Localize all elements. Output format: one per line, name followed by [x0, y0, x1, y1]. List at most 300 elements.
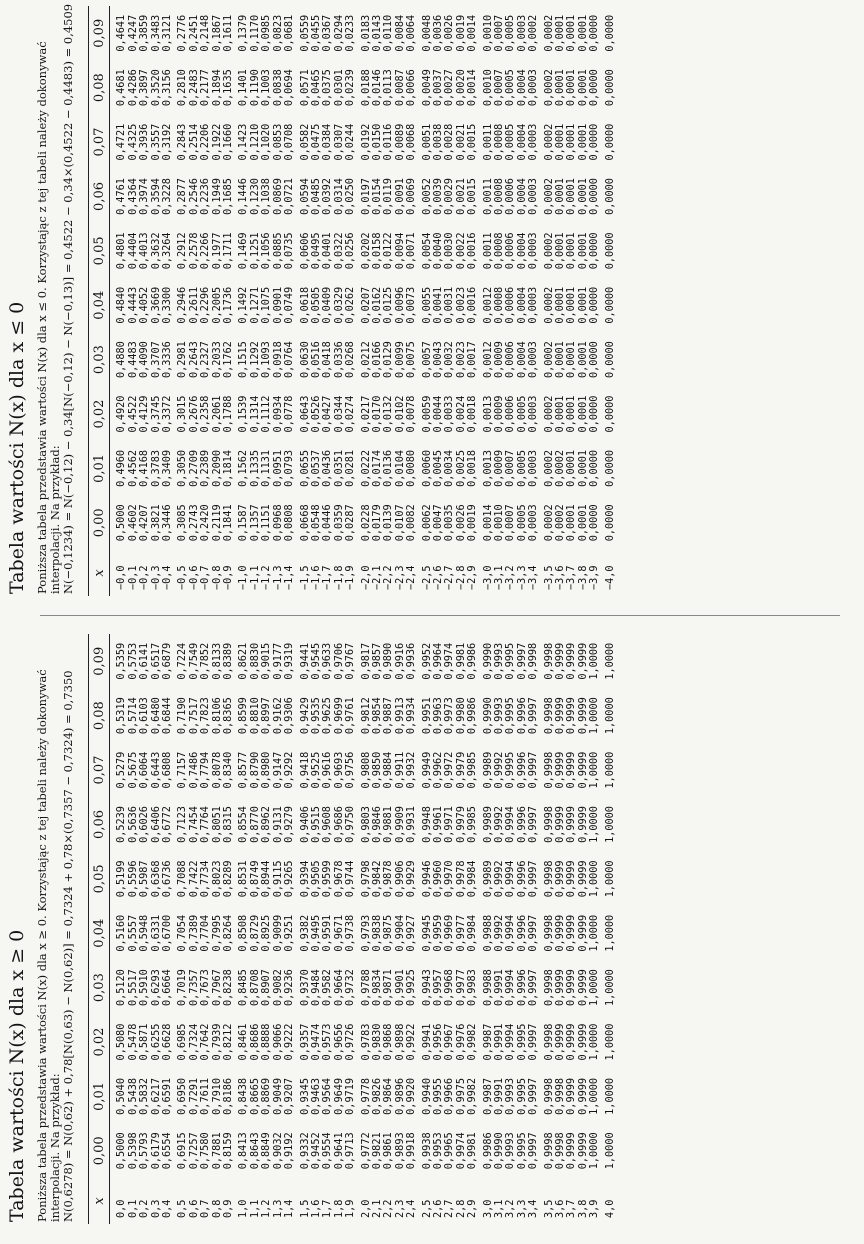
- row-x-value: −1,7: [322, 565, 334, 590]
- table-cell: 0,9996: [516, 806, 528, 843]
- table-cell: 0,9977: [455, 914, 467, 952]
- table-cell: 0,0559: [299, 14, 311, 52]
- table-cell: 0,0015: [467, 178, 479, 215]
- table-cell: 1,0000: [589, 860, 601, 898]
- table-cell: 0,9452: [310, 1132, 322, 1170]
- table-cell: 0,0606: [299, 232, 311, 270]
- table-cell: 0,9979: [455, 751, 467, 789]
- table-cell: 0,1660: [223, 123, 235, 161]
- table-cell: 0,3707: [150, 341, 162, 379]
- table-cell: 0,0006: [505, 178, 517, 215]
- table-cell: 0,0096: [394, 286, 406, 324]
- table-row: [212, 634, 223, 1224]
- table-cell: 0,6179: [150, 1132, 162, 1170]
- table-cell: 0,4207: [139, 504, 151, 542]
- page-divider: [40, 615, 840, 616]
- table-cell: 0,9616: [322, 751, 334, 789]
- table-cell: 0,0721: [284, 178, 296, 215]
- table-cell: 0,6217: [150, 1078, 162, 1115]
- table-cell: 0,9999: [566, 860, 578, 898]
- table-cell: 0,7967: [211, 969, 223, 1007]
- table-cell: 0,9997: [528, 697, 540, 735]
- table-cell: 0,0094: [394, 232, 406, 270]
- table-cell: 0,3446: [162, 504, 174, 542]
- table-row: [110, 6, 128, 596]
- table-cell: 0,0222: [360, 450, 372, 487]
- column-header: 0,02: [89, 387, 110, 441]
- table-cell: 0,0001: [566, 450, 578, 487]
- table-cell: 0,0078: [406, 395, 418, 433]
- table-cell: 0,0934: [272, 395, 284, 433]
- table-cell: 0,0075: [406, 341, 418, 379]
- table-cell: 0,8212: [223, 1023, 235, 1061]
- table-cell: 0,0082: [406, 504, 418, 542]
- table-cell: 0,7257: [188, 1132, 200, 1170]
- table-cell: 0,1762: [223, 341, 235, 379]
- table-cell: 0,0039: [432, 178, 444, 215]
- table-cell: 0,9999: [566, 969, 578, 1007]
- table-cell: 0,9981: [455, 642, 467, 680]
- table-cell: 0,0351: [333, 450, 345, 487]
- table-cell: 0,9649: [333, 1078, 345, 1115]
- table-cell: 0,5517: [127, 969, 139, 1007]
- column-header: 0,08: [89, 688, 110, 742]
- table-cell: 0,0778: [284, 395, 296, 433]
- table-cell: 0,9997: [528, 751, 540, 789]
- table-cell: 0,0018: [467, 395, 479, 433]
- table-cell: 0,9991: [494, 1078, 505, 1115]
- table-cell: 0,8944: [261, 860, 273, 898]
- table-cell: 0,9192: [284, 1132, 296, 1170]
- table-cell: 0,9881: [383, 806, 395, 843]
- table-cell: 0,9999: [555, 697, 567, 735]
- table-cell: 0,0136: [383, 450, 395, 487]
- table-cell: 0,8389: [223, 642, 235, 680]
- table-cell: 0,7704: [200, 914, 212, 952]
- table-cell: 1,0000: [589, 697, 601, 735]
- table-cell: 0,8869: [261, 1078, 273, 1115]
- table-cell: 0,8078: [211, 751, 223, 789]
- table-cell: 0,5199: [116, 860, 128, 898]
- table-cell: 0,9993: [505, 1078, 517, 1115]
- table-cell: 0,9656: [333, 1023, 345, 1061]
- table-cell: 0,0375: [322, 69, 334, 107]
- table-cell: 0,9812: [360, 697, 372, 735]
- table-cell: 0,0359: [333, 504, 345, 542]
- table-cell: 0,9909: [394, 806, 406, 843]
- table-cell: 0,0051: [421, 123, 433, 161]
- row-x-value: −3,0: [482, 565, 494, 590]
- table-cell: 0,8413: [238, 1132, 250, 1170]
- table-cell: 0,9861: [383, 1132, 395, 1170]
- table-cell: 0,9986: [467, 697, 479, 735]
- table-cell: 0,9995: [516, 1023, 528, 1061]
- table-cell: 0,0005: [505, 123, 517, 161]
- table-cell: 0,1357: [249, 504, 261, 542]
- table-row: [566, 634, 577, 1224]
- table-cell: 0,1401: [238, 69, 250, 107]
- table-cell: 0,9957: [432, 969, 444, 1007]
- table-cell: 0,9984: [467, 860, 479, 898]
- table-cell: 0,3121: [162, 14, 174, 52]
- table-cell: 0,7995: [211, 914, 223, 952]
- row-x-value: 0,6: [188, 1199, 200, 1218]
- table-cell: 0,9918: [406, 1132, 418, 1170]
- table-cell: 0,4364: [127, 178, 139, 215]
- table-cell: 0,9940: [421, 1078, 433, 1115]
- table-cell: 0,3632: [150, 232, 162, 270]
- table-cell: 0,1020: [261, 123, 273, 161]
- table-cell: 0,9608: [322, 806, 334, 843]
- table-cell: 0,0823: [272, 14, 284, 52]
- table-cell: 0,0010: [494, 504, 505, 542]
- table-cell: 0,1635: [223, 69, 235, 107]
- table-cell: 0,3336: [162, 341, 174, 379]
- table-cell: 0,9936: [406, 642, 418, 680]
- table-cell: 0,9999: [555, 1023, 567, 1061]
- row-x-value: −1,6: [310, 565, 322, 590]
- table-cell: 0,6103: [139, 697, 151, 735]
- table-cell: 0,0228: [360, 504, 372, 542]
- table-cell: 0,9838: [371, 914, 383, 952]
- table-cell: 0,0021: [455, 123, 467, 161]
- table-row: [456, 6, 467, 596]
- table-cell: 0,0951: [272, 450, 284, 487]
- table-cell: 0,0001: [566, 504, 578, 542]
- table-cell: 0,8790: [249, 751, 261, 789]
- table-cell: 0,9265: [284, 860, 296, 898]
- table-cell: 0,9803: [360, 806, 372, 843]
- table-cell: 0,6628: [162, 1023, 174, 1061]
- table-cell: 0,8508: [238, 914, 250, 952]
- table-cell: 0,0465: [310, 69, 322, 107]
- table-cell: 0,9719: [345, 1078, 357, 1115]
- table-cell: 0,0004: [516, 123, 528, 161]
- table-cell: 0,0007: [505, 504, 517, 542]
- table-cell: 0,9997: [528, 1132, 540, 1170]
- table-cell: 0,6879: [162, 642, 174, 680]
- table-cell: 0,0287: [345, 504, 357, 542]
- table-cell: 0,9999: [566, 1132, 578, 1170]
- table-cell: 0,0655: [299, 450, 311, 487]
- table-cell: 0,0132: [383, 395, 395, 433]
- table-cell: 0,9732: [345, 969, 357, 1007]
- table-cell: 0,2033: [211, 341, 223, 379]
- table-cell: 0,9997: [528, 1023, 540, 1061]
- table-cell: 0,9370: [299, 969, 311, 1007]
- table-cell: 0,9515: [310, 806, 322, 843]
- table-cell: 0,9999: [566, 697, 578, 735]
- table-cell: 0,9441: [299, 642, 311, 680]
- table-cell: 0,0007: [494, 14, 505, 52]
- row-x-value: 1,5: [299, 1199, 311, 1218]
- table-row: [578, 634, 589, 1224]
- table-cell: 0,0548: [310, 504, 322, 542]
- table-cell: 0,0026: [444, 14, 456, 52]
- table-cell: 0,9922: [406, 1023, 418, 1061]
- table-cell: 0,0002: [543, 395, 555, 433]
- table-cell: 0,0102: [394, 395, 406, 433]
- table-cell: 0,9857: [371, 642, 383, 680]
- table-cell: 0,0013: [482, 395, 494, 433]
- table-cell: 0,8686: [249, 1023, 261, 1061]
- table-cell: 0,0104: [394, 450, 406, 487]
- table-cell: 0,9968: [444, 969, 456, 1007]
- table-cell: 0,0012: [482, 341, 494, 379]
- table-cell: 0,8980: [261, 751, 273, 789]
- table-cell: 0,0202: [360, 232, 372, 270]
- table-cell: 0,6293: [150, 969, 162, 1007]
- table-cell: 0,3372: [162, 395, 174, 433]
- table-row: [467, 6, 478, 596]
- table-cell: 0,1611: [223, 14, 235, 52]
- table-cell: 0,7422: [188, 860, 200, 898]
- table-row: [151, 634, 162, 1224]
- table-cell: 0,1056: [261, 232, 273, 270]
- table-cell: 0,0516: [310, 341, 322, 379]
- table-row: [110, 634, 128, 1224]
- table-cell: 0,9418: [299, 751, 311, 789]
- row-x-value: −0,9: [223, 565, 235, 590]
- table-cell: 0,0207: [360, 286, 372, 324]
- table-row: [139, 634, 150, 1224]
- table-cell: 0,4168: [139, 450, 151, 487]
- table-cell: 0,1335: [249, 450, 261, 487]
- table-cell: 0,0630: [299, 341, 311, 379]
- table-cell: 0,0047: [432, 504, 444, 542]
- column-header: 0,02: [89, 1015, 110, 1069]
- table-cell: 0,5160: [116, 914, 128, 952]
- table-cell: 0,4801: [116, 232, 128, 270]
- table-cell: 0,9738: [345, 914, 357, 952]
- table-cell: 0,6406: [150, 806, 162, 843]
- table-cell: 0,2389: [200, 450, 212, 487]
- table-cell: 0,0064: [406, 14, 418, 52]
- table-cell: 0,9969: [444, 914, 456, 952]
- table-row: [128, 6, 139, 596]
- table-row: [151, 6, 162, 596]
- table-cell: 0,0968: [272, 504, 284, 542]
- table-cell: 0,9582: [322, 969, 334, 1007]
- table-row: [334, 634, 345, 1224]
- table-cell: 0,1894: [211, 69, 223, 107]
- table-cell: 0,9394: [299, 860, 311, 898]
- table-cell: 0,0537: [310, 450, 322, 487]
- table-row: [296, 6, 311, 596]
- table-cell: 0,0028: [444, 123, 456, 161]
- row-x-value: −3,4: [528, 565, 540, 590]
- row-x-value: 2,0: [360, 1199, 372, 1218]
- table-row: [223, 6, 234, 596]
- table-cell: 0,0268: [345, 341, 357, 379]
- table-cell: 0,1003: [261, 69, 273, 107]
- table-row: [311, 6, 322, 596]
- table-cell: 0,8289: [223, 860, 235, 898]
- table-cell: 0,0793: [284, 450, 296, 487]
- table-cell: 0,0681: [284, 14, 296, 52]
- table-cell: 0,7881: [211, 1132, 223, 1170]
- table-cell: 0,0129: [383, 341, 395, 379]
- table-cell: 0,5478: [127, 1023, 139, 1061]
- row-x-value: −2,8: [455, 565, 467, 590]
- table-title: Tabela wartości N(x) dla x ≤ 0: [6, 301, 28, 594]
- table-cell: 1,0000: [589, 1132, 601, 1170]
- table-cell: 0,0901: [272, 286, 284, 324]
- table-cell: 0,9821: [371, 1132, 383, 1170]
- row-x-value: −2,5: [421, 565, 433, 590]
- column-header-x: x: [89, 1178, 110, 1224]
- table-cell: 0,5596: [127, 860, 139, 898]
- table-cell: 0,8925: [261, 914, 273, 952]
- table-row: [173, 634, 188, 1224]
- table-cell: 0,3300: [162, 286, 174, 324]
- table-cell: 0,0143: [371, 14, 383, 52]
- table-row: [334, 6, 345, 596]
- table-cell: 0,0045: [432, 450, 444, 487]
- table-cell: 0,9599: [322, 860, 334, 898]
- table-cell: 0,9793: [360, 914, 372, 952]
- table-cell: 0,6664: [162, 969, 174, 1007]
- table-cell: 0,9988: [482, 969, 494, 1007]
- table-cell: 0,9998: [543, 860, 555, 898]
- table-row: [601, 6, 616, 596]
- table-cell: 0,1711: [223, 232, 235, 270]
- table-cell: 0,9772: [360, 1132, 372, 1170]
- table-cell: 0,4641: [116, 14, 128, 52]
- table-cell: 0,9641: [333, 1132, 345, 1170]
- table-row: [517, 6, 528, 596]
- table-cell: 0,6331: [150, 914, 162, 952]
- table-cell: 0,9997: [516, 642, 528, 680]
- table-cell: 0,3594: [150, 178, 162, 215]
- table-cell: 0,9332: [299, 1132, 311, 1170]
- table-cell: 0,9996: [516, 969, 528, 1007]
- table-cell: 0,0344: [333, 395, 345, 433]
- table-cell: 0,9949: [421, 751, 433, 789]
- table-cell: 0,9951: [421, 697, 433, 735]
- table-row: [372, 6, 383, 596]
- table-cell: 0,8577: [238, 751, 250, 789]
- table-cell: 0,0024: [455, 395, 467, 433]
- table-cell: 0,7224: [177, 642, 189, 680]
- table-cell: 0,9934: [406, 697, 418, 735]
- table-cell: 0,0001: [555, 395, 567, 433]
- table-cell: 0,0764: [284, 341, 296, 379]
- table-cell: 0,9999: [577, 1132, 589, 1170]
- table-cell: 0,5557: [127, 914, 139, 952]
- table-cell: 0,0031: [444, 286, 456, 324]
- row-x-value: −0,4: [162, 565, 174, 590]
- table-cell: 0,1922: [211, 123, 223, 161]
- table-row: [540, 634, 555, 1224]
- table-cell: 0,9980: [455, 697, 467, 735]
- table-cell: 1,0000: [604, 1078, 616, 1115]
- table-cell: 0,9995: [505, 642, 517, 680]
- table-cell: 0,0594: [299, 178, 311, 215]
- table-cell: 0,1271: [249, 286, 261, 324]
- table-cell: 0,0032: [444, 341, 456, 379]
- table-cell: 0,7852: [200, 642, 212, 680]
- table-cell: 0,0002: [543, 286, 555, 324]
- table-row: [357, 634, 372, 1224]
- table-cell: 1,0000: [604, 1023, 616, 1061]
- table-cell: 0,8106: [211, 697, 223, 735]
- table-row: [395, 634, 406, 1224]
- table-cell: 0,9864: [383, 1078, 395, 1115]
- table-cell: 0,4761: [116, 178, 128, 215]
- table-cell: 0,0735: [284, 232, 296, 270]
- row-x-value: 2,7: [444, 1199, 456, 1218]
- table-cell: 0,9306: [284, 697, 296, 735]
- table-cell: 0,0162: [371, 286, 383, 324]
- table-row: [383, 634, 394, 1224]
- table-row: [555, 634, 566, 1224]
- table-cell: 0,0059: [421, 395, 433, 433]
- table-cell: 0,9999: [555, 751, 567, 789]
- table-cell: 0,9998: [543, 969, 555, 1007]
- row-x-value: −1,5: [299, 565, 311, 590]
- table-cell: 0,0000: [589, 450, 601, 487]
- row-x-value: −2,6: [432, 565, 444, 590]
- table-cell: 0,9664: [333, 969, 345, 1007]
- row-x-value: −3,3: [516, 565, 528, 590]
- row-x-value: −0,3: [150, 565, 162, 590]
- table-cell: 0,0004: [516, 232, 528, 270]
- table-cell: 0,1949: [211, 178, 223, 215]
- table-cell: 0,9671: [333, 914, 345, 952]
- table-cell: 0,4880: [116, 341, 128, 379]
- table-cell: 0,0033: [444, 395, 456, 433]
- table-cell: 0,3015: [177, 395, 189, 433]
- table-cell: 0,9783: [360, 1023, 372, 1061]
- table-cell: 0,5636: [127, 806, 139, 843]
- table-cell: 0,9962: [432, 751, 444, 789]
- table-cell: 1,0000: [604, 1132, 616, 1170]
- table-cell: 0,9999: [555, 806, 567, 843]
- table-cell: 0,9591: [322, 914, 334, 952]
- table-cell: 0,9875: [383, 914, 395, 952]
- table-cell: 0,0174: [371, 450, 383, 487]
- column-header: 0,04: [89, 906, 110, 960]
- table-cell: 0,0020: [455, 69, 467, 107]
- table-cell: 0,2420: [200, 504, 212, 542]
- table-cell: 0,0068: [406, 123, 418, 161]
- table-cell: 0,9946: [421, 860, 433, 898]
- table-cell: 1,0000: [589, 751, 601, 789]
- table-cell: 0,9633: [322, 642, 334, 680]
- table-cell: 0,3821: [150, 504, 162, 542]
- table-cell: 0,7324: [188, 1023, 200, 1061]
- row-x-value: −3,9: [589, 565, 601, 590]
- row-x-value: 1,9: [345, 1199, 357, 1218]
- table-cell: 0,9992: [494, 751, 505, 789]
- table-cell: 0,0049: [421, 69, 433, 107]
- table-cell: 0,0000: [604, 232, 616, 270]
- table-cell: 0,4483: [127, 341, 139, 379]
- table-cell: 0,0003: [528, 341, 540, 379]
- table-cell: 0,6736: [162, 860, 174, 898]
- column-header: 0,04: [89, 278, 110, 332]
- table-cell: 0,7642: [200, 1023, 212, 1061]
- table-row: [200, 6, 211, 596]
- table-cell: 0,0029: [444, 178, 456, 215]
- table-cell: 0,8531: [238, 860, 250, 898]
- table-cell: 0,0089: [394, 123, 406, 161]
- row-x-value: 1,3: [272, 1199, 284, 1218]
- table-cell: 0,9977: [455, 969, 467, 1007]
- table-header-row: [89, 634, 110, 1224]
- table-cell: 0,3483: [150, 14, 162, 52]
